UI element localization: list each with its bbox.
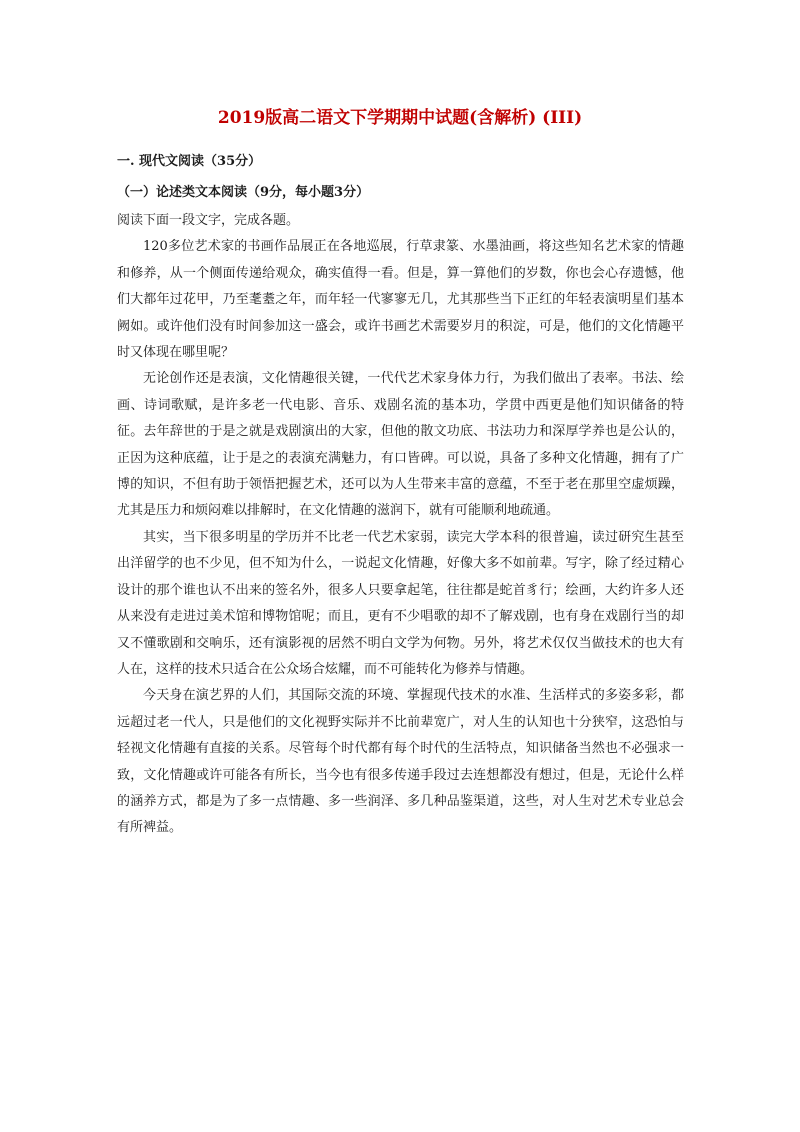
subsection-heading: （一）论述类文本阅读（9分，每小题3分） xyxy=(117,185,370,200)
section-heading: 一. 现代文阅读（35分） xyxy=(117,154,262,169)
paragraph-2: 无论创作还是表演，文化情趣很关键，一代代艺术家身体力行，为我们做出了表率。书法、绘画、诗词歌赋，是许多老一代电影、音乐、戏剧名流的基本功，学贯中西更是他们知识储备的特征。去年辞世的于是之就是戏剧演出的大家，但他的散文功底、书法功力和深厚学养也是公认的，正因为这种底蕴，让于是之的表演充满魅力，有口皆碑。可以说，具备了多种文化情趣，拥有了广博的知识，不但有助于领悟把握艺术，还可以为人生带来丰富的意蕴，不至于老在那里空虚烦躁，尤其是压力和烦闷难以排解时，在文化情趣的滋润下，就有可能顺利地疏通。 xyxy=(117,371,684,519)
instruction-text: 阅读下面一段文字，完成各题。 xyxy=(117,213,300,228)
paragraph-4: 今天身在演艺界的人们，其国际交流的环境、掌握现代技术的水准、生活样式的多姿多彩，都远超过老一代人，只是他们的文化视野实际并不比前辈宽广，对人生的认知也十分狭窄，这恐怕与轻视文化情趣有直接的关系。尽管每个时代都有每个时代的生活特点，知识储备当然也不必强求一致，文化情趣或许可能各有所长，当今也有很多传递手段过去连想都没有想过，但是，无论什么样的涵养方式，都是为了多一点情趣、多一些润泽、多几种品鉴渠道，这些，对人生对艺术专业总会有所裨益。 xyxy=(117,688,684,836)
document-body xyxy=(117,146,684,842)
document-title: 2019版高二语文下学期期中试题(含解析) (III) xyxy=(217,108,583,128)
paragraph-3: 其实，当下很多明星的学历并不比老一代艺术家弱，读完大学本科的很普遍，读过研究生甚至出洋留学的也不少见，但不知为什么，一说起文化情趣，好像大多不如前辈。写字，除了经过精心设计的那个谁也认不出来的签名外，很多人只要拿起笔，往往都是蛇首豸行；绘画，大约许多人还从来没有走进过美术馆和博物馆呢；而且，更有不少唱歌的却不了解戏剧，也有身在戏剧行当的却又不懂歌剧和交响乐，还有演影视的居然不明白文学为何物。另外，将艺术仅仅当做技术的也大有人在，这样的技术只适合在公众场合炫耀，而不可能转化为修养与情趣。 xyxy=(117,529,684,677)
paragraph-1: 120多位艺术家的书画作品展正在各地巡展，行草隶篆、水墨油画，将这些知名艺术家的情趣和修养，从一个侧面传递给观众，确实值得一看。但是，算一算他们的岁数，你也会心存遗憾，他们大都年过花甲，乃至耄耋之年，而年轻一代寥寥无几，尤其那些当下正红的年轻表演明星们基本阙如。或许他们没有时间参加这一盛会，或许书画艺术需要岁月的积淀，可是，他们的文化情趣平时又体现在哪里呢？ xyxy=(117,239,684,361)
